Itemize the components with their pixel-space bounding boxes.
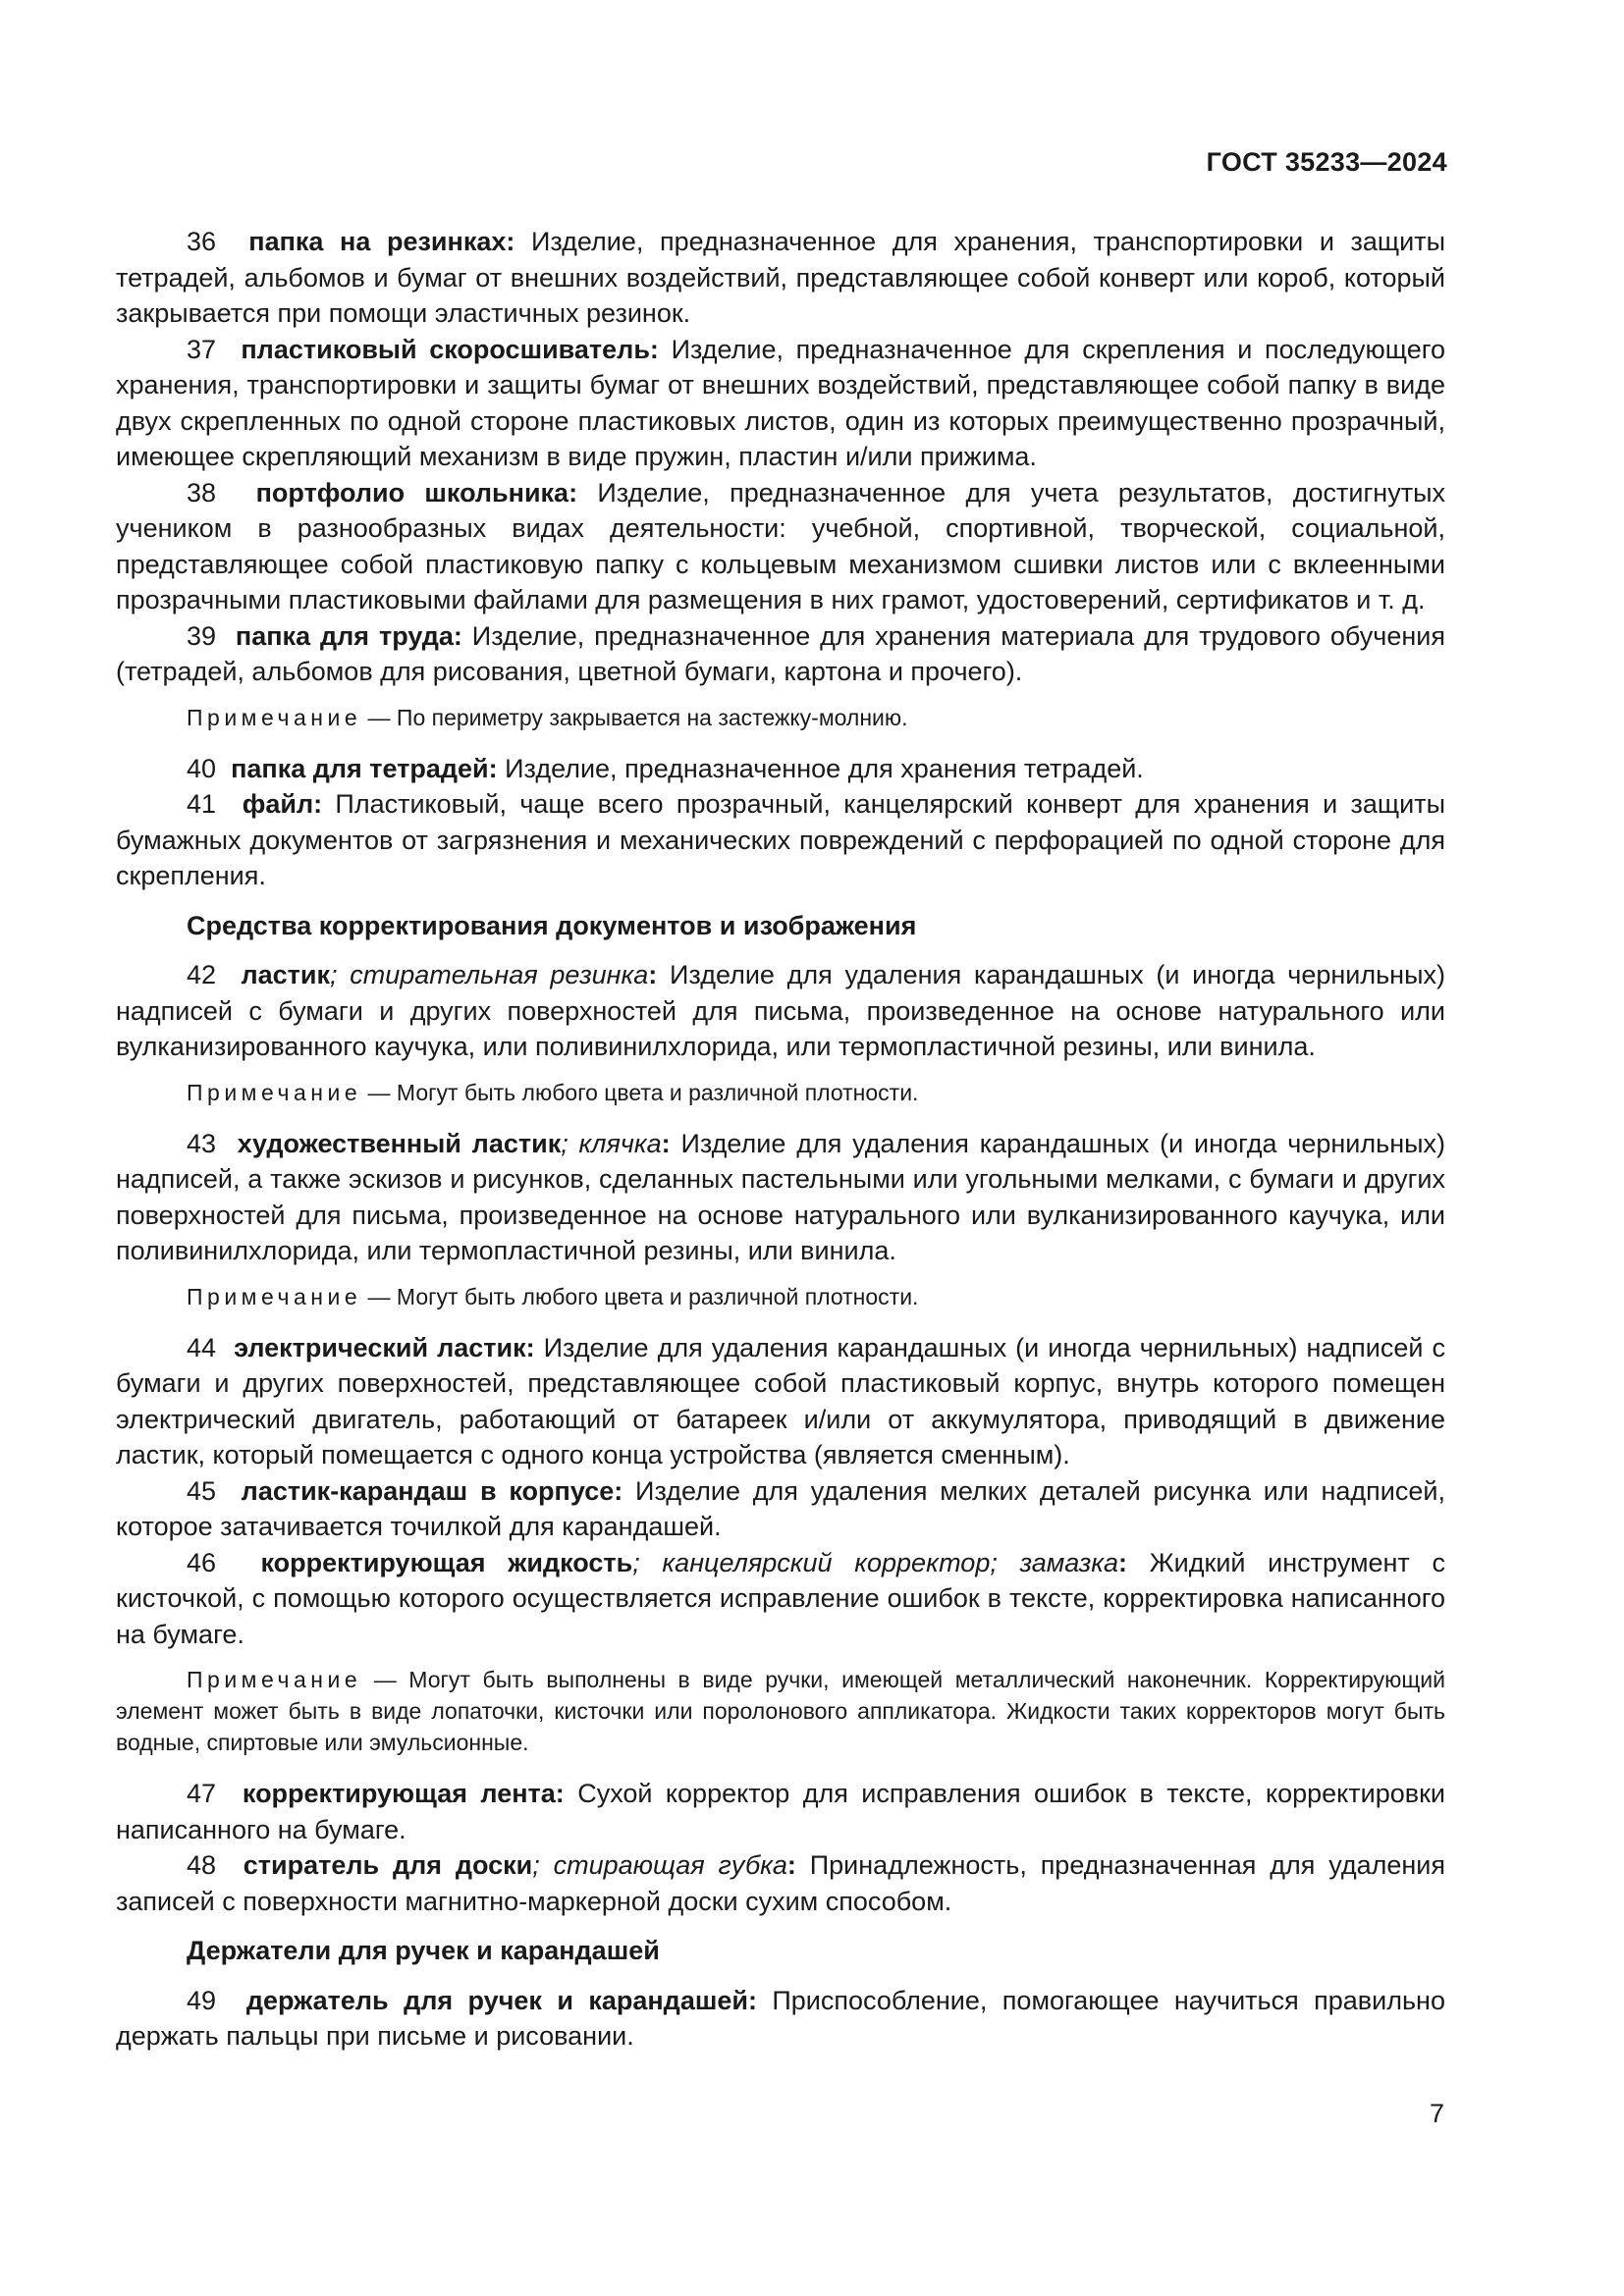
entry-definition: Принадлежность, предназначенная для удаления записей с поверхности магнитно-маркерной доски сухим способом. bbox=[116, 1850, 1445, 1916]
note bbox=[116, 1077, 1445, 1108]
entry-synonyms: ; клячка bbox=[561, 1128, 662, 1158]
term-entry-38 bbox=[116, 475, 1445, 618]
note-label: Примечание bbox=[187, 1667, 362, 1692]
entry-separator: : bbox=[661, 1128, 671, 1158]
entry-separator: : bbox=[614, 1475, 623, 1506]
entry-number: 46 bbox=[187, 1547, 217, 1577]
entry-definition: Изделие, предназначенное для хранения, транспортировки и защиты тетрадей, альбомов и бумаг от внешних воздействий, представляющее собой конверт или короб, который закрывается при помощи эластичных резинок. bbox=[116, 227, 1445, 328]
entry-separator: : bbox=[525, 1332, 535, 1362]
entry-term: папка на резинках bbox=[248, 227, 507, 256]
entry-separator: : bbox=[648, 960, 658, 989]
entry-separator: : bbox=[453, 620, 462, 651]
term-entry-47 bbox=[116, 1776, 1445, 1847]
term-entry-44 bbox=[116, 1330, 1445, 1473]
entry-separator: : bbox=[1118, 1547, 1128, 1577]
term-entry-48 bbox=[116, 1847, 1445, 1919]
term-entry-49 bbox=[116, 1983, 1445, 2055]
entry-number: 45 bbox=[187, 1475, 217, 1506]
entry-definition: Жидкий инструмент с кисточкой, с помощью которого осуществляется исправление ошибок в тексте, корректировка написанного на бумаге. bbox=[116, 1547, 1445, 1649]
entry-definition: Изделие для удаления карандашных (и иногда чернильных) надписей с бумаги и других поверхностей, представляющее собой пластиковый корпус, внутрь которого помещен электрический двигатель, работающий от батареек и/или от аккумулятора, приводящий в движение ластик, который помещается с одного конца устройства (является сменным). bbox=[116, 1332, 1445, 1469]
entry-definition: Пластиковый, чаще всего прозрачный, канцелярский конверт для хранения и защиты бумажных документов от загрязнения и механических повреждений с перфорацией по одной стороне для скрепления. bbox=[116, 789, 1445, 890]
entry-term: корректирующая лента bbox=[242, 1779, 556, 1808]
entry-definition: Изделие, предназначенное для скрепления и последующего хранения, транспортировки и защиты бумаг от внешних воздействий, представляющее собой папку в виде двух скрепленных по одной стороне пластиковых листов, один из которых преимущественно прозрачный, имеющее скрепляющий механизм в виде пружин, пластин и/или прижима. bbox=[116, 334, 1445, 471]
entry-separator: : bbox=[555, 1779, 565, 1808]
entry-number: 41 bbox=[187, 789, 217, 819]
term-entry-40 bbox=[116, 751, 1445, 787]
entry-number: 44 bbox=[187, 1332, 217, 1362]
entry-term: электрический ластик bbox=[234, 1332, 526, 1362]
entry-number: 49 bbox=[187, 1985, 217, 2015]
term-entry-37 bbox=[116, 332, 1445, 475]
entry-synonyms: ; стирательная резинка bbox=[330, 960, 649, 989]
entry-synonyms: ; стирающая губка bbox=[532, 1850, 787, 1880]
entry-term: ластик bbox=[241, 960, 331, 989]
entry-term: держатель для ручек и карандашей bbox=[245, 1985, 748, 2015]
entry-number: 39 bbox=[187, 620, 217, 651]
entry-number: 40 bbox=[187, 753, 217, 783]
term-entry-45 bbox=[116, 1473, 1445, 1545]
entry-number: 42 bbox=[187, 960, 217, 989]
entry-definition: Изделие, предназначенное для учета результатов, достигнутых учеником в разнообразных видах деятельности: учебной, спортивной, творческой, социальной, представляющее собой пластиковую папку с кольцевым механизмом сшивки листов или с вклеенными прозрачными пластиковыми файлами для размещения в них грамот, удостоверений, сертификатов и т. д. bbox=[116, 477, 1445, 614]
entry-term: ластик-карандаш в корпусе bbox=[241, 1475, 615, 1506]
entry-number: 43 bbox=[187, 1128, 217, 1158]
entry-definition: Изделие для удаления мелких деталей рисунка или надписей, которое затачивается точилкой для карандашей. bbox=[116, 1475, 1445, 1541]
entry-term: папка для тетрадей bbox=[231, 753, 489, 783]
document-id-header: ГОСТ 35233—2024 bbox=[1206, 147, 1447, 177]
entry-term: корректирующая жидкость bbox=[260, 1547, 633, 1577]
entry-separator: : bbox=[568, 477, 578, 507]
entry-term: папка для труда bbox=[235, 620, 454, 651]
entry-separator: : bbox=[747, 1985, 757, 2015]
term-entry-41 bbox=[116, 786, 1445, 894]
note-text: — Могут быть любого цвета и различной плотности. bbox=[361, 1283, 919, 1309]
entry-separator: : bbox=[649, 334, 659, 364]
entry-number: 47 bbox=[187, 1779, 217, 1808]
page-number: 7 bbox=[1429, 2099, 1444, 2128]
entry-number: 37 bbox=[187, 334, 217, 364]
entry-separator: : bbox=[488, 753, 498, 783]
entry-synonyms: ; канцелярский корректор; замазка bbox=[632, 1547, 1119, 1577]
entry-number: 36 bbox=[187, 227, 217, 256]
entry-definition: Изделие, предназначенное для хранения тетрадей. bbox=[497, 753, 1144, 783]
term-entry-43 bbox=[116, 1126, 1445, 1269]
term-entry-46 bbox=[116, 1545, 1445, 1653]
section-heading: Держатели для ручек и карандашей bbox=[187, 1936, 660, 1965]
entry-separator: : bbox=[786, 1850, 796, 1880]
entry-term: файл bbox=[242, 789, 314, 819]
entry-number: 38 bbox=[187, 477, 217, 507]
entry-term: пластиковый скоросшиватель bbox=[241, 334, 650, 364]
note bbox=[116, 1281, 1445, 1312]
section-heading: Средства корректирования документов и изображения bbox=[187, 910, 917, 940]
entry-definition: Изделие, предназначенное для хранения материала для трудового обучения (тетрадей, альбомов для рисования, цветной бумаги, картона и прочего). bbox=[116, 620, 1445, 686]
document-body bbox=[116, 224, 1445, 2055]
note bbox=[116, 702, 1445, 733]
note-label: Примечание bbox=[187, 1283, 362, 1309]
entry-definition: Изделие для удаления карандашных (и иногда чернильных) надписей с бумаги и других поверхностей для письма, произведенное на основе натурального или вулканизированного каучука, или поливинилхлорида, или термопластичной резины, или винила. bbox=[116, 960, 1445, 1061]
entry-term: портфолио школьника bbox=[255, 477, 569, 507]
entry-definition: Сухой корректор для исправления ошибок в тексте, корректировки написанного на бумаге. bbox=[116, 1779, 1445, 1844]
term-entry-42 bbox=[116, 957, 1445, 1065]
note-text: — По периметру закрывается на застежку-молнию. bbox=[361, 704, 908, 730]
note-text: — Могут быть любого цвета и различной плотности. bbox=[361, 1079, 919, 1105]
entry-separator: : bbox=[506, 227, 515, 256]
note bbox=[116, 1664, 1445, 1758]
entry-separator: : bbox=[313, 789, 323, 819]
note-text: — Могут быть выполнены в виде ручки, имеющей металлический наконечник. Корректирующий элемент может быть в виде лопаточки, кисточки или поролонового аппликатора. Жидкости таких корректоров могут быть водные, спиртовые или эмульсионные. bbox=[116, 1667, 1445, 1755]
entry-definition: Приспособление, помогающее научиться правильно держать пальцы при письме и рисовании. bbox=[116, 1985, 1445, 2051]
note-label: Примечание bbox=[187, 1079, 362, 1105]
entry-number: 48 bbox=[187, 1850, 217, 1880]
note-label: Примечание bbox=[187, 704, 362, 730]
entry-definition: Изделие для удаления карандашных (и иногда чернильных) надписей, а также эскизов и рисунков, сделанных пастельными или угольными мелками, с бумаги и других поверхностей для письма, произведенное на основе натурального или вулканизированного каучука, или поливинилхлорида, или термопластичной резины, или винила. bbox=[116, 1128, 1446, 1265]
entry-term: стиратель для доски bbox=[243, 1850, 533, 1880]
term-entry-36 bbox=[116, 224, 1445, 332]
entry-term: художественный ластик bbox=[237, 1128, 562, 1158]
term-entry-39 bbox=[116, 618, 1445, 690]
